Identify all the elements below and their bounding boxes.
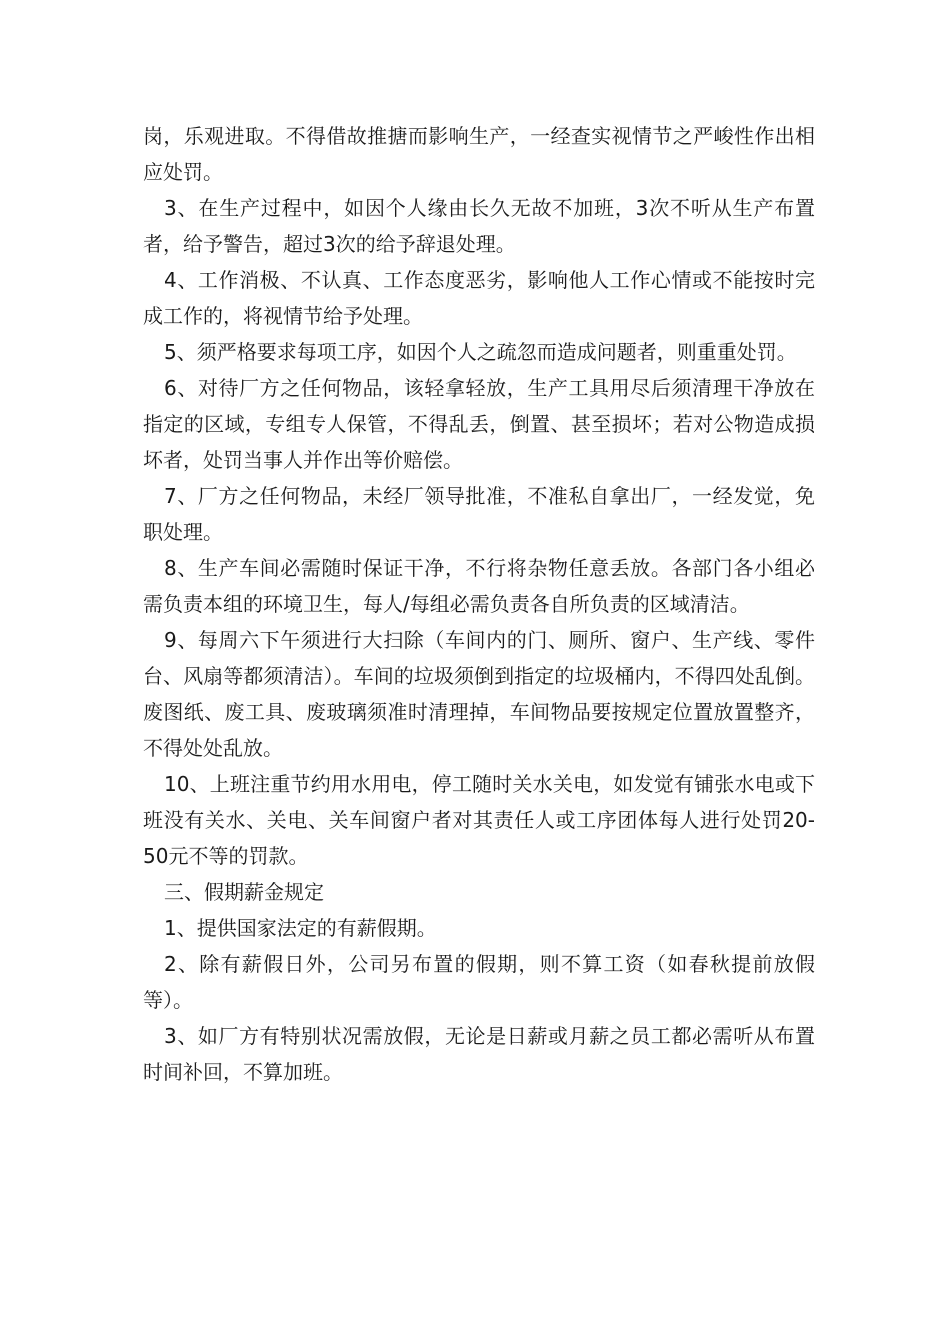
paragraph-rule-7: 7、厂方之任何物品，未经厂领导批准，不准私自拿出厂，一经发觉，免职处理。 [143,484,815,544]
paragraph-rule-4: 4、工作消极、不认真、工作态度恶劣，影响他人工作心情或不能按时完成工作的，将视情节给予处理。 [143,268,815,328]
paragraph-rule-8: 8、生产车间必需随时保证干净，不行将杂物任意丢放。各部门各小组必需负责本组的环境卫生，每人/每组必需负责各自所负责的区域清洁。 [143,556,815,616]
paragraph-rule-10: 10、上班注重节约用水用电，停工随时关水关电，如发觉有铺张水电或下班没有关水、关电、关车间窗户者对其责任人或工序团体每人进行处罚20-50元不等的罚款。 [143,772,815,868]
paragraph-holiday-3: 3、如厂方有特别状况需放假，无论是日薪或月薪之员工都必需听从布置时间补回，不算加班。 [143,1024,815,1084]
paragraph-continuation: 岗，乐观进取。不得借故推搪而影响生产，一经查实视情节之严峻性作出相应处罚。 [143,124,815,184]
paragraph-rule-3: 3、在生产过程中，如因个人缘由长久无故不加班，3次不听从生产布置者，给予警告，超过3次的给予辞退处理。 [143,196,815,256]
paragraph-rule-9: 9、每周六下午须进行大扫除（车间内的门、厕所、窗户、生产线、零件台、风扇等都须清洁）。车间的垃圾须倒到指定的垃圾桶内，不得四处乱倒。废图纸、废工具、废玻璃须准时清理掉，车间物品要按规定位置放置整齐，不得处处乱放。 [143,628,815,760]
paragraph-rule-6: 6、对待厂方之任何物品，该轻拿轻放，生产工具用尽后须清理干净放在指定的区域，专组专人保管，不得乱丢，倒置、甚至损坏；若对公物造成损坏者，处罚当事人并作出等价赔偿。 [143,376,815,472]
paragraph-holiday-1: 1、提供国家法定的有薪假期。 [164,916,437,940]
section-heading-holiday-pay: 三、假期薪金规定 [164,880,324,904]
paragraph-rule-5: 5、须严格要求每项工序，如因个人之疏忽而造成问题者，则重重处罚。 [164,340,797,364]
document-body [143,118,815,1090]
paragraph-holiday-2: 2、除有薪假日外，公司另布置的假期，则不算工资（如春秋提前放假等）。 [143,952,815,1012]
